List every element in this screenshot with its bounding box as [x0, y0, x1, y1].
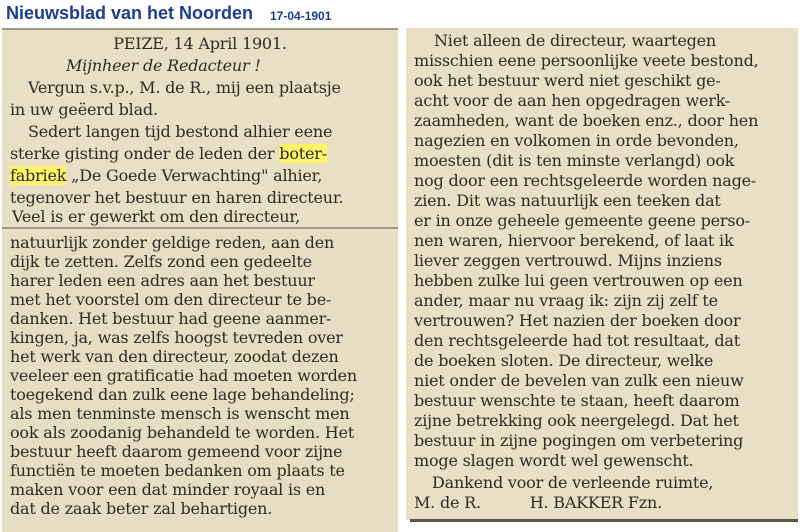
- text-line: bestuur wenschte te staan, heeft daarom: [414, 391, 740, 410]
- closing-line: Dankend voor de verleende ruimte,: [432, 473, 714, 492]
- text-line: maken voor een dat minder royaal is en: [10, 480, 326, 499]
- text-line: Niet alleen de directeur, waartegen: [434, 31, 717, 50]
- text-line: in uw geëerd blad.: [10, 100, 158, 119]
- text-line: den rechtsgeleerde had tot resultaat, dat: [414, 331, 740, 350]
- text-line: vertrouwen? Het nazien der boeken door: [414, 311, 741, 330]
- text-segment: sterke gisting onder de leden der: [10, 144, 280, 163]
- signature-line: M. de R. H. BAKKER Fzn.: [414, 493, 663, 512]
- text-line: zijne betrekking ook neergelegd. Dat het: [414, 411, 739, 430]
- text-line: toegekend dan zulk eene lage behandeling;: [10, 385, 355, 404]
- text-line: ander, maar nu vraag ik: zijn zij zelf te: [414, 291, 718, 310]
- article-column-2: [406, 28, 798, 520]
- newspaper-title: Nieuwsblad van het Noorden: [6, 3, 254, 23]
- text-line-highlight-2: [10, 165, 390, 187]
- text-line: harer leden een adres aan het bestuur: [10, 271, 315, 290]
- text-line: bestuur in zijne pogingen om verbetering: [414, 431, 744, 450]
- text-line: tegenover het bestuur en haren directeur.: [10, 188, 344, 207]
- text-line: danken. Het bestuur had geene aanmer-: [10, 309, 332, 328]
- dateline: PEIZE, 14 April 1901.: [113, 34, 287, 53]
- text-line: er in onze geheele gemeente geene perso-: [414, 211, 751, 230]
- text-line: acht voor de aan hen opgedragen werk-: [414, 91, 731, 110]
- text-line: zien. Dit was natuurlijk een teeken dat: [414, 191, 721, 210]
- text-line: ook als zoodanig behandeld te worden. Het: [10, 423, 355, 442]
- text-line: bestuur heeft daarom gemeend voor zijne: [10, 442, 343, 461]
- text-line: Vergun s.v.p., M. de R., mij een plaatsje: [28, 78, 341, 97]
- text-line: Sedert langen tijd bestond alhier eene: [28, 122, 333, 141]
- text-line: moge slagen wordt wel gewenscht.: [414, 451, 694, 470]
- text-line: de boeken sloten. De directeur, welke: [414, 351, 714, 370]
- bottom-rule: [410, 519, 798, 522]
- text-line-highlight-1: [10, 143, 390, 165]
- clipping-header: [0, 0, 800, 28]
- text-line: natuurlijk zonder geldige reden, aan den: [10, 233, 335, 252]
- salutation: Mijnheer de Redacteur !: [66, 56, 261, 75]
- text-line: liever zeggen vertrouwd. Mijns inziens: [414, 251, 722, 270]
- text-segment: „De Goede Verwachting" alhier,: [66, 166, 323, 185]
- text-line: ook het bestuur werd niet geschikt ge-: [414, 71, 721, 90]
- text-line: dat de zaak beter zal behartigen.: [10, 499, 273, 518]
- text-line: niet onder de bevelen van zulk een nieuw: [414, 371, 744, 390]
- text-line: zaamheden, want de boeken enz., door hen: [414, 111, 759, 130]
- text-line: als men tenminste mensch is wenscht men: [10, 404, 350, 423]
- text-line: functiën te moeten bedanken om plaats te: [10, 461, 345, 480]
- text-line: met het voorstel om den directeur te be-: [10, 290, 332, 309]
- highlighted-term: fabriek: [10, 166, 67, 185]
- text-line: hebben zulke lui geen vertrouwen op een: [414, 271, 743, 290]
- text-line: misschien eene persoonlijke veete bestond,: [414, 51, 759, 70]
- article-column-1-top: [2, 28, 398, 227]
- text-line: nog door een rechtsgeleerde worden nage-: [414, 171, 757, 190]
- text-line: nagezien en volkomen in orde bevonden,: [414, 131, 739, 150]
- text-line: kingen, ja, was zelfs hoogst tevreden over: [10, 328, 343, 347]
- text-line: nen waren, hiervoor berekend, of laat ik: [414, 231, 734, 250]
- text-line: Veel is er gewerkt om den directeur,: [12, 207, 300, 226]
- column-gutter: [398, 28, 406, 532]
- text-line: dijk te zetten. Zelfs zond een gedeelte: [10, 252, 312, 271]
- highlighted-term: boter-: [279, 144, 327, 163]
- publication-date: 17-04-1901: [270, 9, 332, 23]
- article-column-1-bottom: [2, 227, 398, 532]
- text-line: moesten (dit is ten minste verlangd) ook: [414, 151, 735, 170]
- text-line: veeleer een gratificatie had moeten worden: [10, 366, 358, 385]
- text-line: het werk van den directeur, zoodat dezen: [10, 347, 339, 366]
